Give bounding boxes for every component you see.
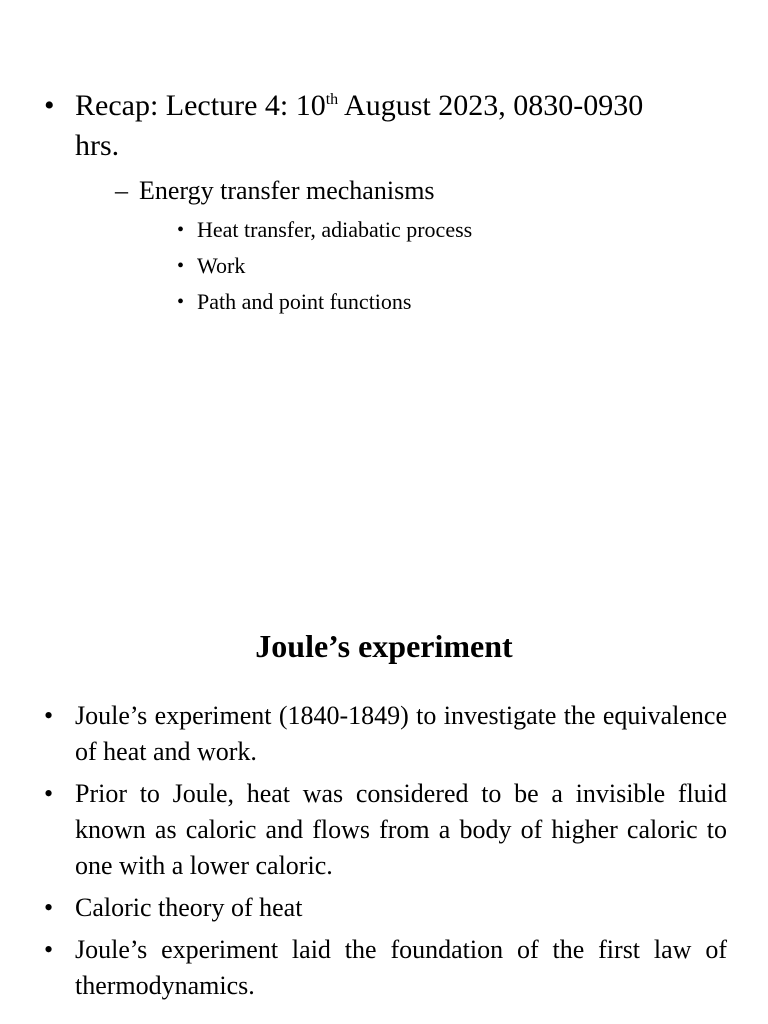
recap-text-superscript: th	[325, 91, 339, 108]
list-item-text: Joule’s experiment (1840-1849) to investigate the equivalence of heat and work.	[75, 701, 727, 766]
list-item-text: Prior to Joule, heat was considered to be a invisible fluid known as caloric and flows from a body of higher caloric to one with a lower caloric.	[75, 779, 727, 880]
recap-text-suffix: August 2023, 0830-0930 hrs.	[75, 89, 644, 162]
recap-subsublist	[177, 212, 684, 320]
slide-joule	[0, 512, 768, 1024]
recap-sublist	[115, 174, 684, 320]
list-item-text: Joule’s experiment laid the foundation of the first law of thermodynamics.	[75, 935, 727, 1000]
list-item-text: Work	[197, 253, 246, 278]
list-item	[44, 698, 727, 770]
recap-list	[44, 86, 684, 320]
bullet-icon: •	[44, 89, 55, 122]
joule-bullet-list	[44, 698, 727, 1010]
list-item-text: Caloric theory of heat	[75, 893, 303, 922]
list-item	[177, 248, 684, 284]
list-item-text: Path and point functions	[197, 289, 412, 314]
bullet-icon: •	[177, 255, 185, 277]
list-item-text: Heat transfer, adiabatic process	[197, 217, 473, 242]
bullet-icon: •	[44, 701, 54, 730]
list-item	[44, 890, 727, 926]
recap-bullet	[44, 86, 684, 320]
slide-title: Joule’s experiment	[255, 628, 513, 664]
bullet-icon: •	[44, 935, 54, 964]
list-item	[44, 932, 727, 1004]
list-item	[44, 776, 727, 884]
bullet-icon: •	[44, 779, 54, 808]
list-item	[177, 212, 684, 248]
list-item	[177, 284, 684, 320]
recap-sub-text: Energy transfer mechanisms	[139, 176, 435, 205]
bullet-icon: •	[177, 291, 185, 313]
recap-sub-bullet	[115, 174, 684, 320]
dash-icon: –	[115, 176, 128, 205]
bullet-icon: •	[177, 219, 185, 241]
recap-text-prefix: Recap: Lecture 4: 10	[75, 89, 326, 122]
bullet-icon: •	[44, 893, 54, 922]
